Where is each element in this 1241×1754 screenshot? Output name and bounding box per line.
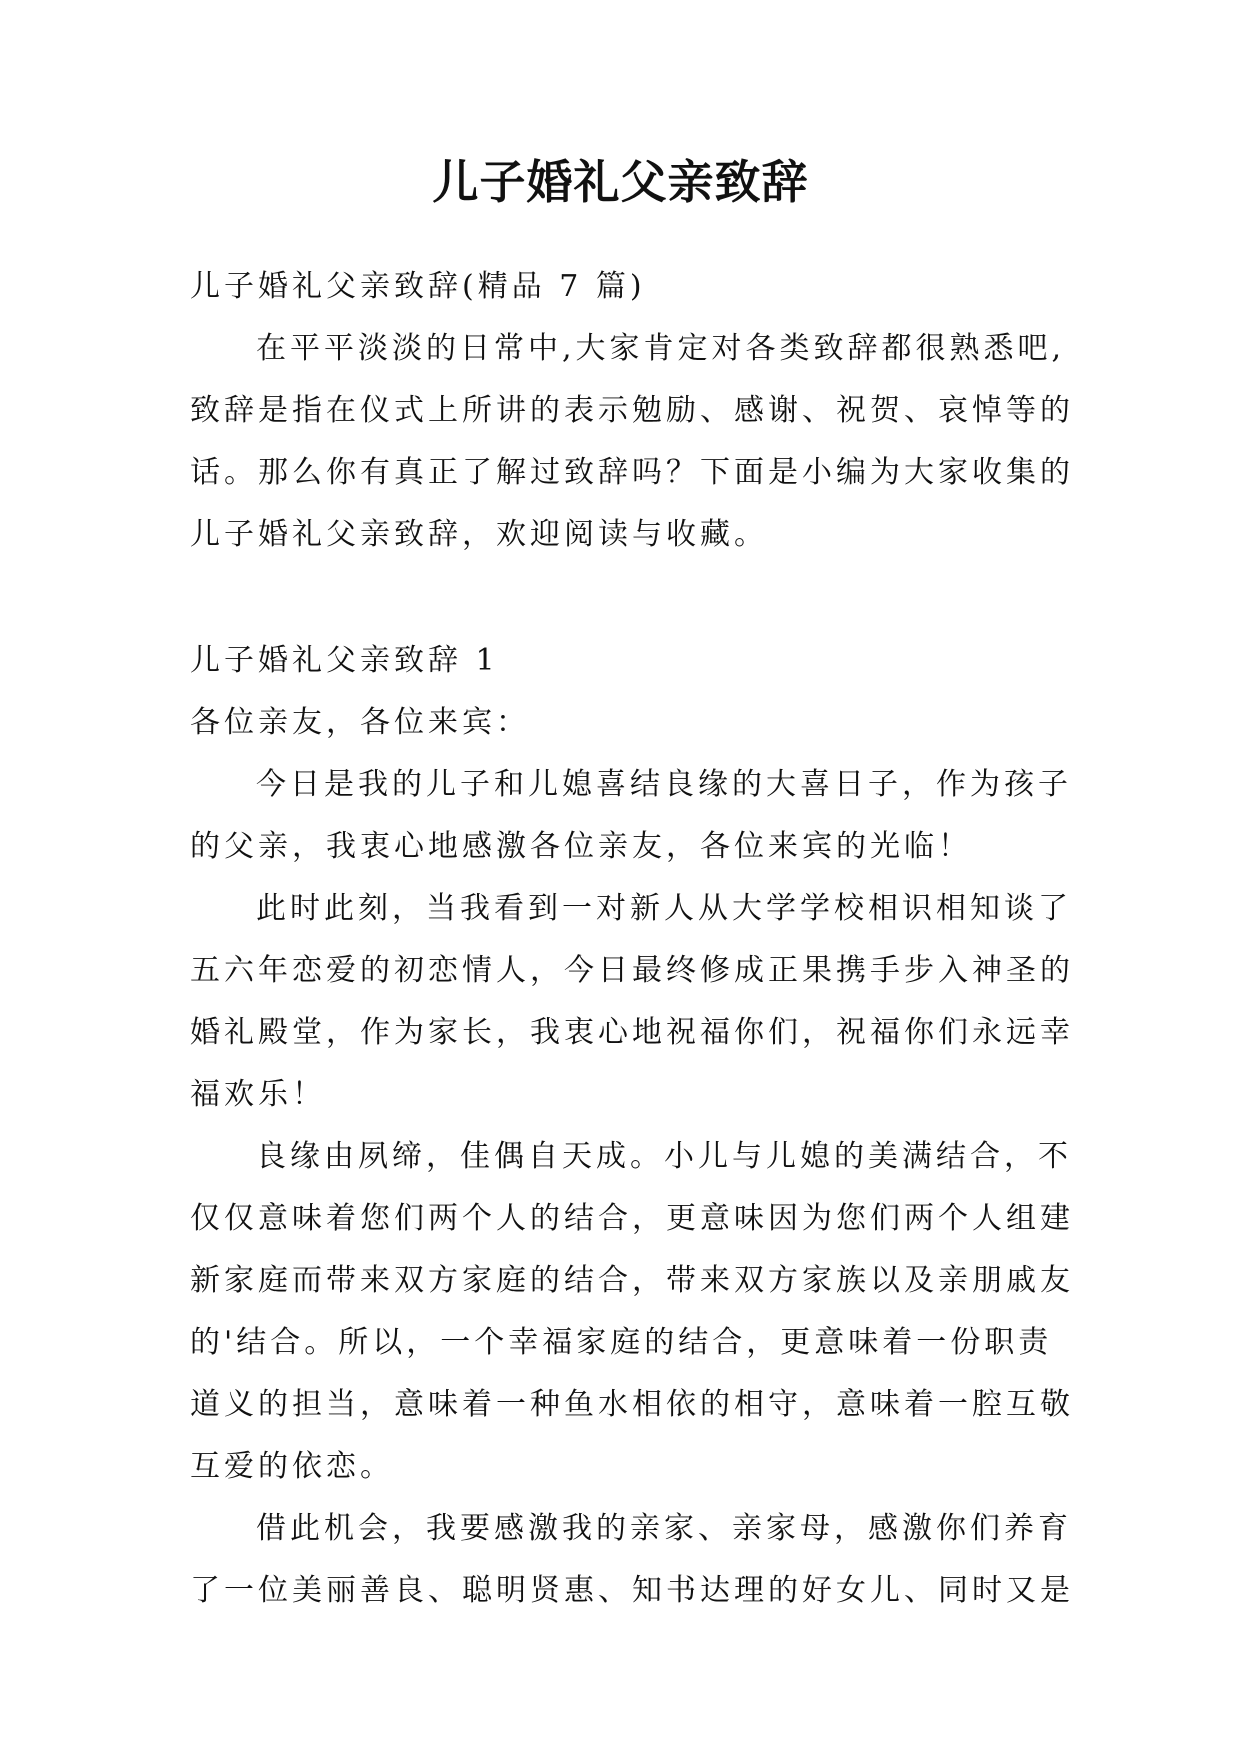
intro-line: 儿子婚礼父亲致辞，欢迎阅读与收藏。 (190, 517, 768, 552)
document-title: 儿子婚礼父亲致辞 (432, 155, 809, 209)
intro-line: 致辞是指在仪式上所讲的表示勉励、感谢、祝贺、哀悼等的 (190, 393, 1074, 428)
paragraph-line: 道义的担当，意味着一种鱼水相依的相守，意味着一腔互敬 (190, 1387, 1074, 1422)
paragraph-line: 福欢乐！ (190, 1077, 326, 1112)
paragraph-line: 的父亲，我衷心地感激各位亲友，各位来宾的光临！ (190, 829, 972, 864)
paragraph-line: 互爱的依恋。 (190, 1449, 394, 1484)
speech-paragraph (190, 1498, 1074, 1622)
section-heading: 儿子婚礼父亲致辞 1 (190, 643, 499, 678)
intro-paragraph (190, 318, 1074, 566)
paragraph-line: 仅仅意味着您们两个人的结合，更意味因为您们两个人组建 (190, 1201, 1074, 1236)
document-body (190, 256, 1074, 1622)
document-subtitle: 儿子婚礼父亲致辞(精品 7 篇) (190, 269, 646, 304)
paragraph-line: 婚礼殿堂，作为家长，我衷心地祝福你们，祝福你们永远幸 (190, 1015, 1074, 1050)
paragraph-line: 了一位美丽善良、聪明贤惠、知书达理的好女儿、同时又是 (190, 1573, 1074, 1608)
paragraph-line: 今日是我的儿子和儿媳喜结良缘的大喜日子，作为孩子 (256, 767, 1072, 802)
paragraph-line: 良缘由夙缔，佳偶自天成。小儿与儿媳的美满结合，不 (256, 1139, 1072, 1174)
paragraph-line: 的'结合。所以，一个幸福家庭的结合，更意味着一份职责 (190, 1325, 1053, 1360)
speech-paragraph (190, 878, 1074, 1126)
paragraph-line: 新家庭而带来双方家庭的结合，带来双方家族以及亲朋戚友 (190, 1263, 1074, 1298)
salutation: 各位亲友，各位来宾： (190, 705, 530, 740)
speech-paragraph (190, 754, 1072, 878)
intro-line: 话。那么你有真正了解过致辞吗？下面是小编为大家收集的 (190, 455, 1074, 490)
paragraph-line: 借此机会，我要感激我的亲家、亲家母，感激你们养育 (256, 1511, 1072, 1546)
intro-line: 在平平淡淡的日常中,大家肯定对各类致辞都很熟悉吧, (256, 331, 1066, 366)
speech-paragraph (190, 1126, 1074, 1498)
paragraph-line: 五六年恋爱的初恋情人，今日最终修成正果携手步入神圣的 (190, 953, 1074, 988)
section-spacer (190, 566, 1052, 630)
paragraph-line: 此时此刻，当我看到一对新人从大学学校相识相知谈了 (256, 891, 1072, 926)
